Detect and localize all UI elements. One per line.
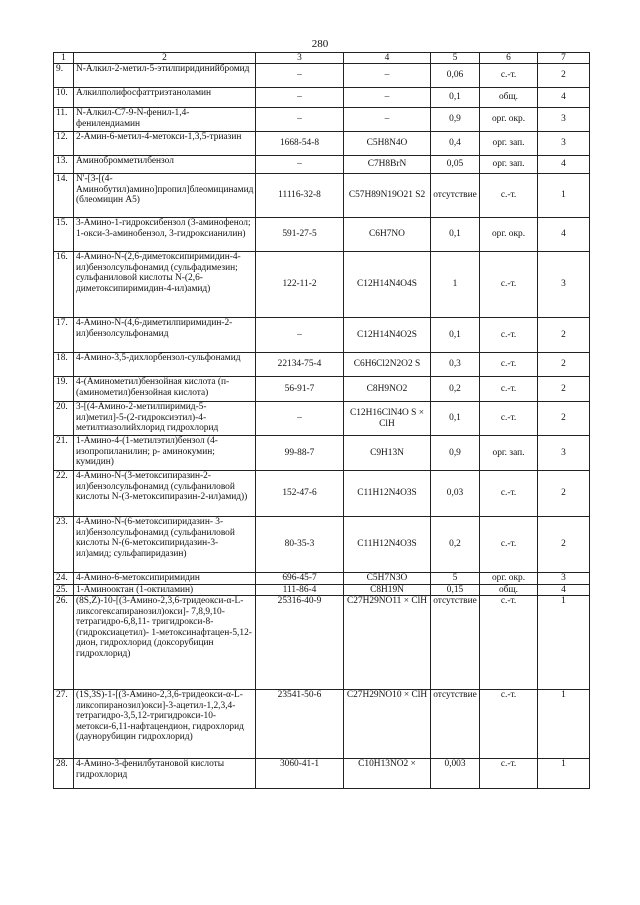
substance-name: Аминобромметилбензол (74, 156, 256, 174)
hazard-type: с.-т. (480, 596, 538, 690)
formula: C12H14N4O2S (344, 318, 431, 353)
table-row (54, 436, 590, 471)
substance-name: 1-Аминооктан (1-октиламин) (74, 584, 256, 596)
cas-number: 591-27-5 (256, 218, 344, 252)
substance-name: 4-Амино-3,5-дихлорбензол-сульфонамид (74, 353, 256, 377)
hazard-class: 2 (538, 517, 590, 573)
table-row (54, 318, 590, 353)
hazard-class: 2 (538, 353, 590, 377)
row-number: 22. (54, 471, 74, 517)
cas-number: 122-11-2 (256, 252, 344, 318)
substance-name: 4-Амино-N-(6-метоксипиридазин- 3-ил)бензолсульфонамид (сульфаниловой кислоты N-(6-метоксипиридазин-3-ил)амид; сульфапиридазин) (74, 517, 256, 573)
formula: C6H6Cl2N2O2 S (344, 353, 431, 377)
cas-number: 3060-41-1 (256, 759, 344, 789)
row-number: 26. (54, 596, 74, 690)
concentration: 0,03 (431, 471, 480, 517)
concentration: 0,1 (431, 218, 480, 252)
substance-name: N'-[3-[(4-Аминобутил)амино]пропил]блеомицинамид (блеомицин А5) (74, 174, 256, 218)
cas-number: 80-35-3 (256, 517, 344, 573)
formula: C27H29NO11 × ClH (344, 596, 431, 690)
substance-name: 3-Амино-1-гидроксибензол (3-аминофенол; 1-окси-3-аминобензол, 3-гидроксианилин) (74, 218, 256, 252)
hazard-type: с.-т. (480, 64, 538, 88)
cas-number: 1668-54-8 (256, 132, 344, 156)
cas-number: 11116-32-8 (256, 174, 344, 218)
hazard-class: 3 (538, 436, 590, 471)
row-number: 11. (54, 108, 74, 132)
substance-name: N-Алкил-С7-9-N-фенил-1,4-фенилендиамин (74, 108, 256, 132)
formula: C11H12N4O3S (344, 517, 431, 573)
hazard-class: 4 (538, 218, 590, 252)
cas-number: – (256, 64, 344, 88)
row-number: 19. (54, 377, 74, 402)
hazard-type: с.-т. (480, 174, 538, 218)
hazard-class: 4 (538, 584, 590, 596)
concentration: 0,4 (431, 132, 480, 156)
row-number: 20. (54, 402, 74, 436)
hazard-type: орг. зап. (480, 436, 538, 471)
concentration: отсутствие (431, 690, 480, 759)
table-row (54, 353, 590, 377)
header-cell: 1 (54, 53, 74, 64)
row-number: 25. (54, 584, 74, 596)
hazard-type: с.-т. (480, 517, 538, 573)
hazard-type: с.-т. (480, 353, 538, 377)
hazard-type: орг. окр. (480, 573, 538, 585)
hazard-type: с.-т. (480, 402, 538, 436)
hazard-type: орг. зап. (480, 156, 538, 174)
substance-name: 3-[(4-Амино-2-метилпиримид-5-ил)метил]-5-(2-гидроксиэтил)-4-метилтиазолийхлорид гидрохлорид (74, 402, 256, 436)
cas-number: – (256, 402, 344, 436)
row-number: 15. (54, 218, 74, 252)
table-row (54, 690, 590, 759)
hazard-class: 1 (538, 174, 590, 218)
table-row (54, 174, 590, 218)
header-cell: 3 (256, 53, 344, 64)
substance-name: 4-Амино-6-метоксипиримидин (74, 573, 256, 585)
concentration: отсутствие (431, 596, 480, 690)
table-row (54, 596, 590, 690)
formula: C57H89N19O21 S2 (344, 174, 431, 218)
hazard-type: орг. зап. (480, 132, 538, 156)
hazard-class: 1 (538, 759, 590, 789)
hazard-class: 2 (538, 377, 590, 402)
formula: C8H9NO2 (344, 377, 431, 402)
substance-name: 4-(Аминометил)бензойная кислота (п-(аминометил)бензойная кислота) (74, 377, 256, 402)
hazard-type: с.-т. (480, 471, 538, 517)
cas-number: – (256, 108, 344, 132)
header-cell: 7 (538, 53, 590, 64)
concentration: 1 (431, 252, 480, 318)
hazard-type: с.-т. (480, 252, 538, 318)
header-cell: 5 (431, 53, 480, 64)
row-number: 24. (54, 573, 74, 585)
row-number: 23. (54, 517, 74, 573)
hazard-class: 2 (538, 318, 590, 353)
substance-name: 1-Амино-4-(1-метилэтил)бензол (4-изопропиланилин; р- аминокумин; кумидин) (74, 436, 256, 471)
substance-name: 2-Амин-6-метил-4-метокси-1,3,5-триазин (74, 132, 256, 156)
substance-name: (1S,3S)-1-[(3-Амино-2,3,6-тридеокси-α-L-ликсопиранозил)окси]-3-ацетил-1,2,3,4-тетрагидро-3,5,12-тригидрокси-10-метокси-6,11-нафтацендион, гидрохлорид (даунорубицин гидрохлорид) (74, 690, 256, 759)
cas-number: 22134-75-4 (256, 353, 344, 377)
concentration: 0,003 (431, 759, 480, 789)
table-row (54, 64, 590, 88)
substance-name: Алкилполифосфаттриэтаноламин (74, 88, 256, 108)
concentration: 0,15 (431, 584, 480, 596)
hazard-class: 4 (538, 88, 590, 108)
substance-name: N-Алкил-2-метил-5-этилпиридинийбромид (74, 64, 256, 88)
concentration: 0,3 (431, 353, 480, 377)
hazard-class: 2 (538, 64, 590, 88)
hazard-type: общ. (480, 88, 538, 108)
cas-number: – (256, 88, 344, 108)
substances-table (53, 52, 590, 789)
table-row (54, 471, 590, 517)
concentration: 0,05 (431, 156, 480, 174)
table-row (54, 584, 590, 596)
table-row (54, 88, 590, 108)
concentration: 0,06 (431, 64, 480, 88)
substance-name: (8S,Z)-10-[(3-Амино-2,3,6-тридеокси-α-L-ликсогексапиранозил)окси]- 7,8,9,10-тетрагидро-6,8,11- тригидрокси-8-(гидроксиацетил)- 1-метоксинафтацен-5,12-дион, гидрохлорид (доксорубицин гидрохлорид) (74, 596, 256, 690)
cas-number: 152-47-6 (256, 471, 344, 517)
hazard-type: с.-т. (480, 690, 538, 759)
formula: C7H8BrN (344, 156, 431, 174)
hazard-class: 1 (538, 690, 590, 759)
formula: C27H29NO10 × ClH (344, 690, 431, 759)
header-row (54, 53, 590, 64)
table-row (54, 108, 590, 132)
formula: C10H13NO2 × (344, 759, 431, 789)
row-number: 18. (54, 353, 74, 377)
row-number: 9. (54, 64, 74, 88)
cas-number: 56-91-7 (256, 377, 344, 402)
formula: – (344, 108, 431, 132)
hazard-type: орг. окр. (480, 218, 538, 252)
hazard-class: 3 (538, 252, 590, 318)
cas-number: 23541-50-6 (256, 690, 344, 759)
row-number: 14. (54, 174, 74, 218)
hazard-type: с.-т. (480, 377, 538, 402)
formula: C6H7NO (344, 218, 431, 252)
substance-name: 4-Амино-N-(4,6-диметилпиримидин-2-ил)бензолсульфонамид (74, 318, 256, 353)
cas-number: 25316-40-9 (256, 596, 344, 690)
row-number: 16. (54, 252, 74, 318)
hazard-type: орг. окр. (480, 108, 538, 132)
table-row (54, 759, 590, 789)
hazard-class: 2 (538, 402, 590, 436)
concentration: 0,1 (431, 88, 480, 108)
row-number: 10. (54, 88, 74, 108)
hazard-class: 2 (538, 471, 590, 517)
substance-name: 4-Амино-N-(3-метоксипиразин-2-ил)бензолсульфонамид (сульфаниловой кислоты N-(3-метоксипиразин-2-ил)амид)) (74, 471, 256, 517)
hazard-class: 1 (538, 596, 590, 690)
table-row (54, 218, 590, 252)
formula: – (344, 88, 431, 108)
header-cell: 6 (480, 53, 538, 64)
table-row (54, 377, 590, 402)
substance-name: 4-Амино-3-фенилбутановой кислоты гидрохлорид (74, 759, 256, 789)
table-row (54, 517, 590, 573)
row-number: 12. (54, 132, 74, 156)
cas-number: – (256, 318, 344, 353)
concentration: 0,9 (431, 436, 480, 471)
page-number: 280 (311, 38, 329, 50)
substance-name: 4-Амино-N-(2,6-диметоксипиримидин-4-ил)бензолсульфонамид (сульфадимезин; сульфаниловой кислоты N-(2,6-диметоксипиримидин-4-ил)амид) (74, 252, 256, 318)
formula: C5H7N3O (344, 573, 431, 585)
table-row (54, 132, 590, 156)
concentration: 0,9 (431, 108, 480, 132)
concentration: 0,2 (431, 517, 480, 573)
table-row (54, 402, 590, 436)
table-row (54, 156, 590, 174)
row-number: 17. (54, 318, 74, 353)
hazard-type: с.-т. (480, 759, 538, 789)
table-row (54, 252, 590, 318)
formula: C8H19N (344, 584, 431, 596)
concentration: 0,2 (431, 377, 480, 402)
hazard-class: 3 (538, 108, 590, 132)
formula: C5H8N4O (344, 132, 431, 156)
concentration: 0,1 (431, 402, 480, 436)
hazard-class: 3 (538, 132, 590, 156)
hazard-class: 3 (538, 573, 590, 585)
table-row (54, 573, 590, 585)
row-number: 21. (54, 436, 74, 471)
hazard-class: 4 (538, 156, 590, 174)
row-number: 28. (54, 759, 74, 789)
concentration: 0,1 (431, 318, 480, 353)
cas-number: – (256, 156, 344, 174)
row-number: 13. (54, 156, 74, 174)
header-cell: 4 (344, 53, 431, 64)
formula: – (344, 64, 431, 88)
cas-number: 696-45-7 (256, 573, 344, 585)
formula: C12H16ClN4O S × ClH (344, 402, 431, 436)
hazard-type: с.-т. (480, 318, 538, 353)
concentration: 5 (431, 573, 480, 585)
formula: C11H12N4O3S (344, 471, 431, 517)
formula: C9H13N (344, 436, 431, 471)
cas-number: 111-86-4 (256, 584, 344, 596)
concentration: отсутствие (431, 174, 480, 218)
header-cell: 2 (74, 53, 256, 64)
formula: C12H14N4O4S (344, 252, 431, 318)
row-number: 27. (54, 690, 74, 759)
cas-number: 99-88-7 (256, 436, 344, 471)
hazard-type: общ. (480, 584, 538, 596)
